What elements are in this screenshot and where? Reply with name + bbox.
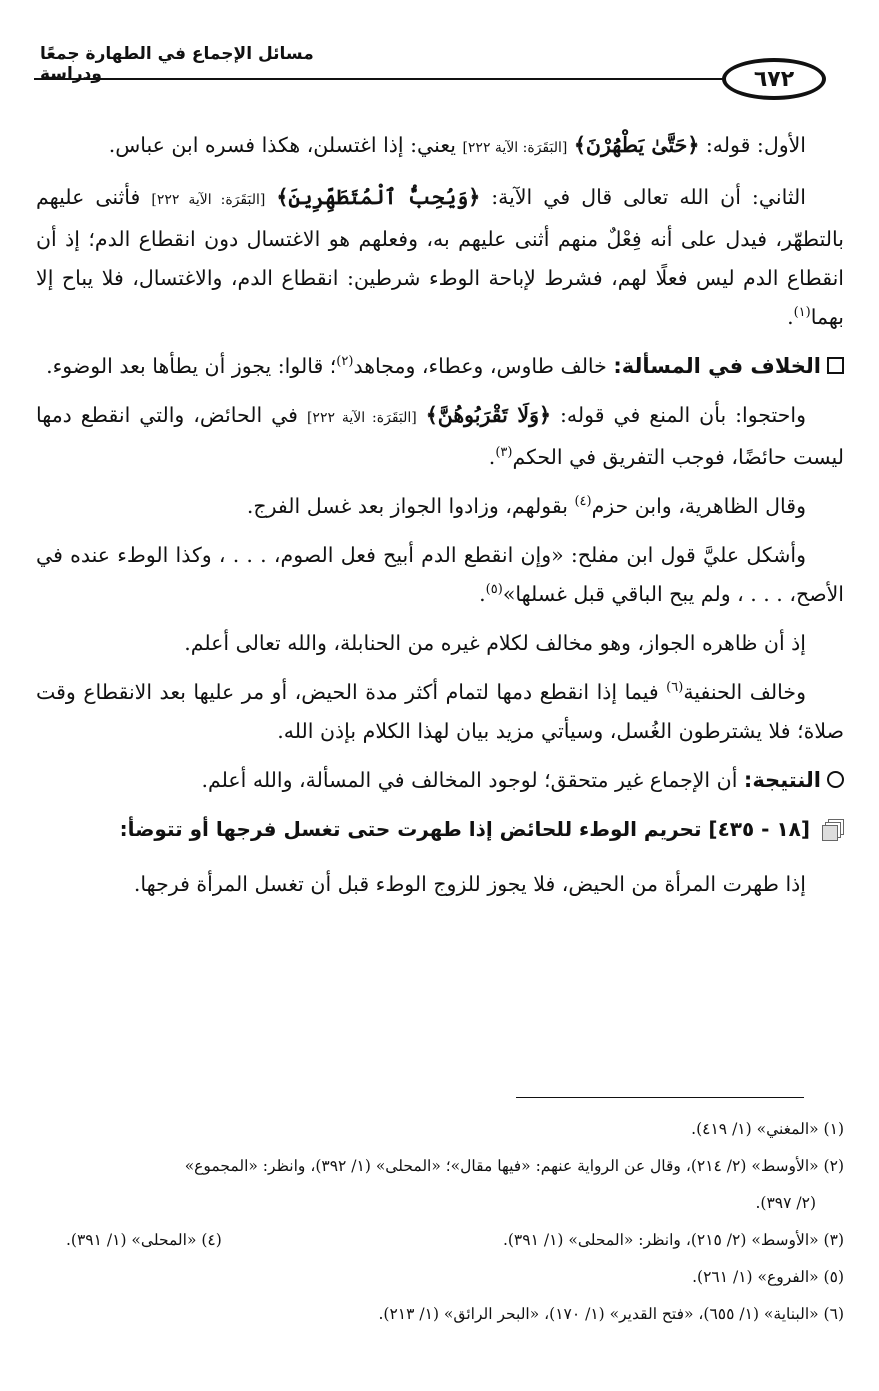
text-run: إذ أن ظاهره الجواز، وهو مخالف لكلام غيره من الحنابلة، والله تعالى أعلم. — [184, 631, 806, 655]
footnote-marker[interactable]: (٥) — [485, 582, 503, 598]
footnote-row-3-4 — [36, 1224, 844, 1257]
main-text — [36, 126, 844, 914]
text-run: بقولهم، وزادوا الجواز بعد غسل الفرج. — [246, 494, 575, 518]
text-run: . — [479, 582, 486, 606]
text-run: . — [787, 305, 794, 329]
text-run: واحتجوا: بأن المنع في قوله: — [551, 403, 806, 427]
text-run: يعني: إذا اغتسلن، هكذا فسره ابن عباس. — [108, 133, 463, 157]
paragraph-first-argument — [36, 126, 844, 168]
quran-verse: ﴿وَيُحِبُّ ٱلْمُتَطَهِّرِينَ﴾ — [276, 185, 481, 209]
paragraph-hanafiyya — [36, 673, 844, 751]
footnotes — [36, 1113, 844, 1335]
verse-reference: [البَقَرَة: الآية ٢٢٢] — [462, 140, 568, 156]
quran-verse: ﴿وَلَا تَقْرَبُوهُنَّ﴾ — [425, 403, 552, 427]
verse-reference: [البَقَرَة: الآية ٢٢٢] — [151, 192, 266, 208]
footnote-3: (٣) «الأوسط» (٢/ ٢١٥)، وانظر: «المحلى» (١/ ٣٩١). — [502, 1231, 844, 1249]
text-run: في الحائض، والتي انقطع دمها ليست حائضًا، فوجب التفريق في الحكم — [36, 403, 844, 469]
footnote-4: (٤) «المحلى» (١/ ٣٩١). — [66, 1231, 222, 1249]
footnote-marker[interactable]: (٣) — [495, 445, 513, 461]
text-run: وأشكل عليَّ قول ابن مفلح: «وإن انقطع الدم أبيح فعل الصوم، . . . ، وكذا الوطء عنده في الأصح، . . . ، ولم يبح الباقي قبل غسلها» — [36, 543, 844, 606]
text-run: أن الإجماع غير متحقق؛ لوجود المخالف في المسألة، والله أعلم. — [201, 768, 744, 792]
paragraph-second-argument — [36, 178, 844, 337]
header-rule — [34, 78, 724, 80]
verse-reference: [البَقَرَة: الآية ٢٢٢] — [306, 410, 417, 426]
running-title: مسائل الإجماع في الطهارة جمعًا ودراسة — [40, 44, 314, 84]
footnote-2-continuation: (٢/ ٣٩٧). — [755, 1194, 816, 1212]
footnote-1: (١) «المغني» (١/ ٤١٩). — [691, 1120, 844, 1138]
circle-bullet-icon — [827, 771, 844, 788]
footnote-marker[interactable]: (١) — [793, 305, 811, 321]
paragraph-disagreement — [36, 347, 844, 386]
issue-heading — [36, 810, 844, 849]
issue-heading-text: [١٨ - ٤٣٥] تحريم الوطء للحائض إذا طهرت حتى تغسل فرجها أو تتوضأ: — [119, 817, 810, 841]
text-run: فيما إذا انقطع دمها لتمام أكثر مدة الحيض، أو مر عليها بعد الانقطاع وقت صلاة؛ فلا يشترطون الغُسل، وسيأتي مزيد بيان لهذا الكلام بإذن الله. — [36, 680, 844, 743]
section-label: النتيجة: — [743, 768, 821, 792]
page-number: ٦٧٢ — [722, 58, 826, 100]
footnote-marker[interactable]: (٦) — [666, 680, 684, 696]
footnote-5: (٥) «الفروع» (١/ ٢٦١). — [692, 1268, 844, 1286]
text-run: خالف طاوس، وعطاء، ومجاهد — [353, 354, 614, 378]
text-run: فأثنى عليهم بالتطهّر، فيدل على أنه فِعْلٌ منهم أثنى عليهم به، وفعلهم هو الاغتسال دون انقطاع الدم؛ إذ أن انقطاع الدم ليس فعلًا لهم، فشرط لإباحة الوطء شرطين: انقطاع الدم، والاغتسال، فلا يباح إلا بهما — [36, 185, 844, 329]
paragraph-zahiriyya — [36, 487, 844, 526]
quran-verse: ﴿حَتَّىٰ يَطْهُرْنَ﴾ — [573, 133, 700, 157]
footnote-marker[interactable]: (٢) — [336, 354, 354, 370]
text-run: . — [488, 445, 496, 469]
text-run: ؛ قالوا: يجوز أن يطأها بعد الوضوء. — [46, 354, 337, 378]
text-run: إذا طهرت المرأة من الحيض، فلا يجوز للزوج الوطء قبل أن تغسل المرأة فرجها. — [133, 872, 806, 896]
paragraph-issue-statement — [36, 865, 844, 904]
text-run: وخالف الحنفية — [683, 680, 806, 704]
square-bullet-icon — [827, 357, 844, 374]
paragraph-hanabila — [36, 624, 844, 663]
text-run: وقال الظاهرية، وابن حزم — [591, 494, 806, 518]
footnote-6: (٦) «البناية» (١/ ٦٥٥)، «فتح القدير» (١/ ١٧٠)، «البحر الرائق» (١/ ٢١٣). — [378, 1305, 844, 1323]
footnote-2: (٢) «الأوسط» (٢/ ٢١٤)، وقال عن الرواية عنهم: «فيها مقال»؛ «المحلى» (١/ ٣٩٢)، وانظر: «المجموع» — [184, 1157, 844, 1175]
pages-stack-icon — [822, 819, 844, 841]
text-run: الثاني: أن الله تعالى قال في الآية: — [480, 185, 806, 209]
paragraph-ibn-muflih — [36, 536, 844, 614]
footnote-marker[interactable]: (٤) — [574, 494, 592, 510]
paragraph-result — [36, 761, 844, 800]
footnote-separator — [516, 1097, 804, 1098]
text-run: الأول: قوله: — [699, 133, 806, 157]
paragraph-evidence — [36, 396, 844, 477]
section-label: الخلاف في المسألة: — [613, 354, 821, 378]
